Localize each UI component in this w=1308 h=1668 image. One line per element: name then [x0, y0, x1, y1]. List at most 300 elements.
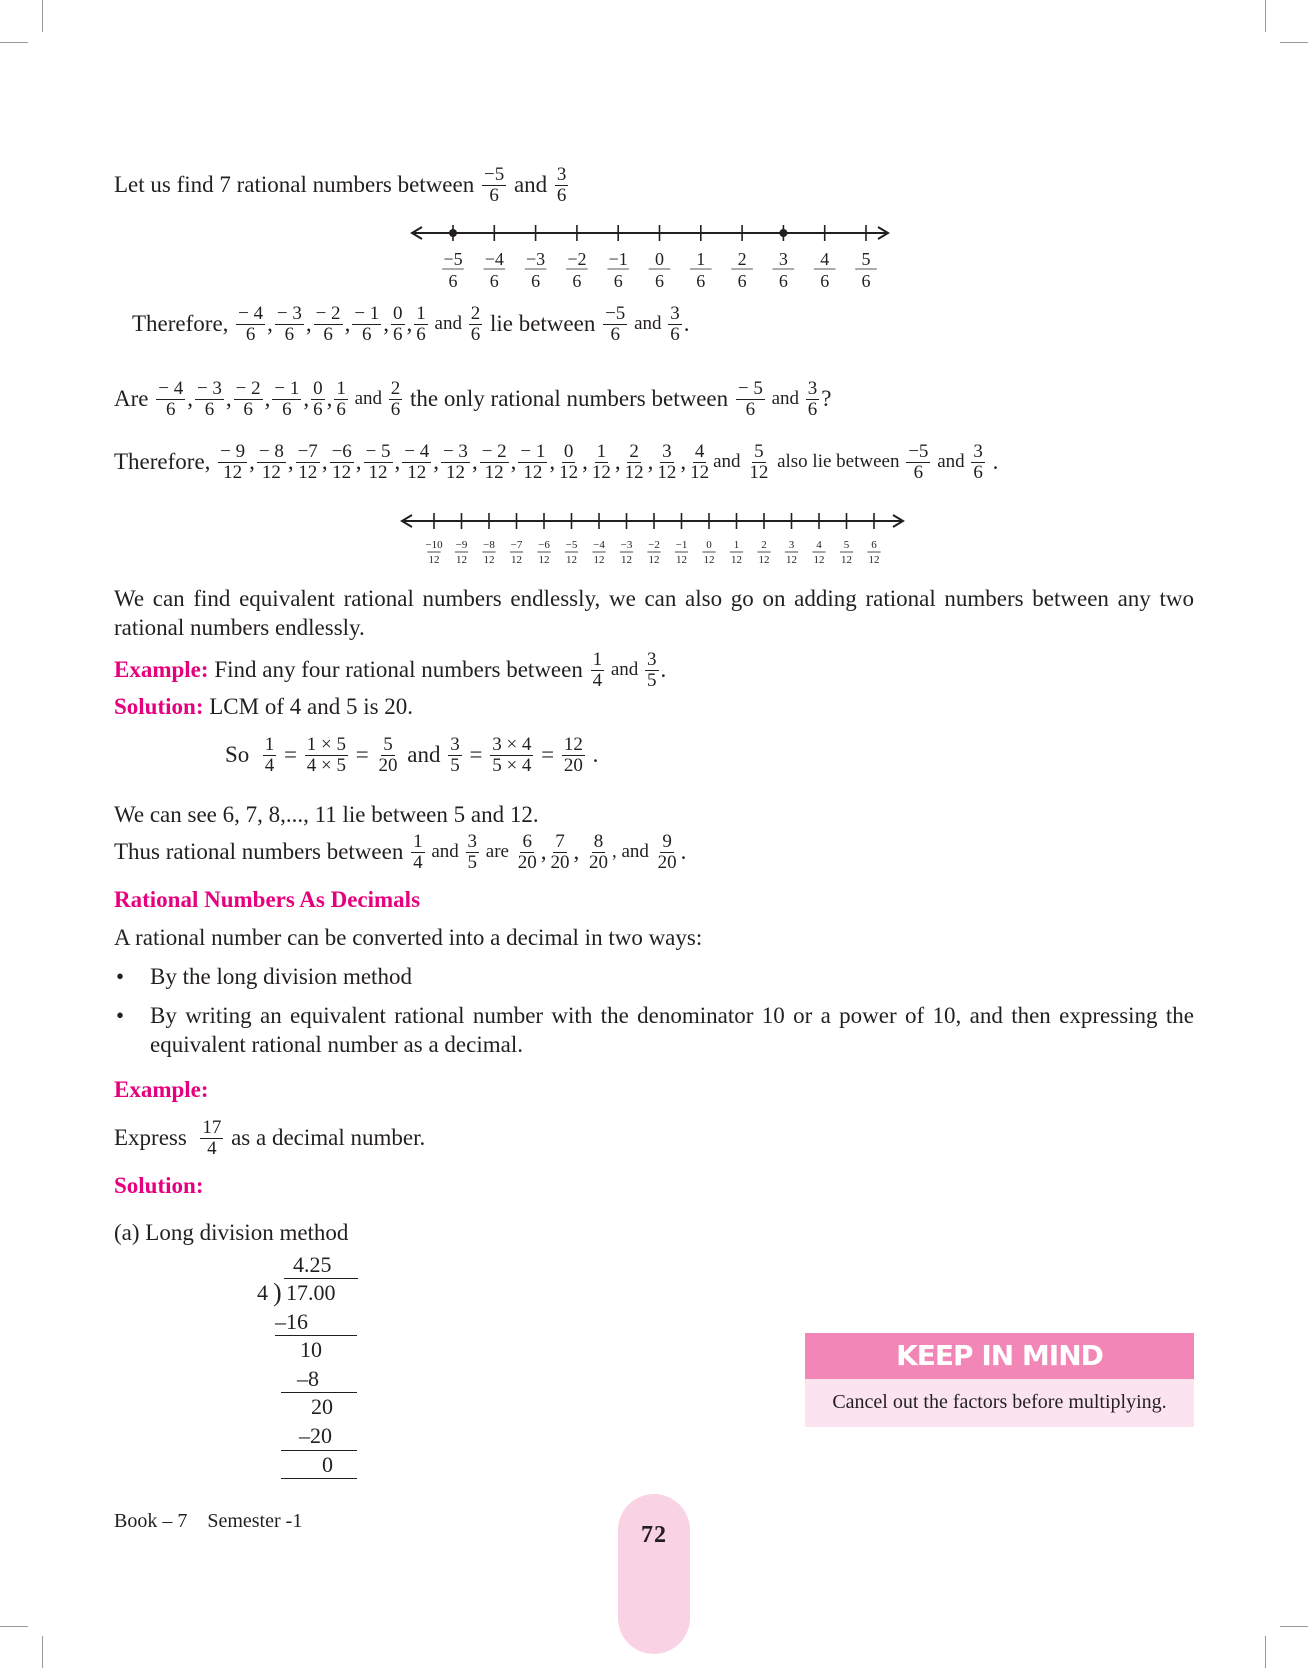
text: Are: [114, 386, 155, 412]
tick-denominator: 12: [786, 554, 797, 566]
numerator: 1: [592, 649, 603, 670]
crop-mark: [0, 1626, 28, 1627]
fraction: [364, 442, 393, 483]
text: Let us find 7 rational numbers between: [114, 172, 480, 198]
numerator: −6: [331, 441, 352, 462]
denominator: 6: [745, 398, 756, 420]
text: and: [932, 451, 970, 473]
denominator: 6: [336, 398, 346, 420]
fraction: [314, 304, 343, 345]
paragraph: We can find equivalent rational numbers endlessly, we can also go on adding rational numbers between any two rational numbers endlessly.: [114, 586, 1194, 640]
tick-numerator: 4: [816, 539, 822, 551]
fraction: [747, 442, 770, 483]
text: ,: [614, 449, 621, 475]
numerator: 3: [647, 649, 657, 670]
numerator: − 9: [220, 441, 246, 462]
denominator: 12: [591, 461, 611, 483]
text: , and: [611, 841, 654, 863]
fraction: [806, 379, 820, 420]
text: .: [586, 742, 599, 768]
fraction: [200, 1118, 223, 1159]
tick-numerator: −4: [593, 539, 605, 551]
section-intro: [114, 925, 702, 951]
label: Rational Numbers As Decimals: [114, 887, 421, 912]
tick-denominator: 12: [538, 554, 550, 566]
fraction: [516, 832, 539, 873]
text: (a) Long division method: [114, 1220, 349, 1245]
number-line-sixths: [410, 220, 900, 290]
denominator: 6: [470, 323, 481, 345]
numerator: 3 × 4: [492, 734, 532, 755]
text: ,: [549, 449, 556, 475]
denominator: 20: [378, 754, 398, 776]
numerator: 1: [416, 303, 426, 324]
tick-denominator: 12: [813, 554, 825, 566]
bullet-item: • By writing an equivalent rational number with the denominator 10 or a power of 10, and then expressing the equivalent rational number as a decimal.: [116, 1003, 1194, 1057]
fraction: [688, 442, 711, 483]
denominator: 6: [313, 398, 323, 420]
numerator: 3: [662, 441, 672, 462]
text: and: [766, 388, 804, 410]
text: and: [606, 659, 644, 681]
fraction: [334, 379, 348, 420]
number-line-twelfths: [400, 508, 910, 568]
tick-denominator: 12: [648, 554, 660, 566]
text: ,: [540, 839, 547, 865]
tick-denominator: 12: [428, 554, 440, 566]
tick-denominator: 12: [758, 554, 770, 566]
solution-1: [114, 694, 413, 720]
text: and: [401, 742, 447, 768]
numerator: 3: [973, 441, 983, 462]
numerator: 3: [556, 164, 567, 185]
marked-point: [779, 229, 787, 237]
denominator: 4: [207, 1137, 217, 1159]
fraction: [587, 832, 610, 873]
text: .: [683, 311, 690, 337]
crop-mark: [1265, 1636, 1266, 1668]
text: and: [629, 313, 667, 335]
denominator: 12: [523, 461, 543, 483]
tick-denominator: 12: [456, 554, 467, 566]
numerator: − 4: [158, 378, 184, 399]
text: ,: [303, 386, 310, 412]
denominator: 6: [913, 461, 924, 483]
fraction: [971, 442, 985, 483]
tick-numerator: −4: [484, 249, 504, 269]
denominator: 12: [484, 461, 504, 483]
keep-in-mind-title: KEEP IN MIND: [805, 1333, 1194, 1379]
tick-numerator: −3: [526, 249, 546, 269]
label: Example:: [114, 657, 209, 683]
fraction: [555, 165, 569, 206]
numerator: − 4: [404, 441, 430, 462]
denominator: 5 × 4: [492, 754, 532, 776]
text: ,: [305, 311, 312, 337]
numerator: 0: [563, 441, 574, 462]
fraction: [557, 442, 580, 483]
fraction: [275, 304, 304, 345]
text: ,: [264, 386, 271, 412]
tick-numerator: −9: [455, 539, 468, 551]
fraction: [414, 304, 428, 345]
denominator: 6: [243, 398, 253, 420]
fraction: [906, 442, 930, 483]
denominator: 6: [973, 461, 983, 483]
numerator: − 3: [276, 303, 302, 324]
numerator: − 8: [258, 441, 284, 462]
denominator: 5: [450, 754, 460, 776]
text: ,: [680, 449, 687, 475]
footer-book-info: [114, 1510, 302, 1533]
marked-point: [449, 229, 457, 237]
denominator: 20: [563, 754, 583, 776]
section-heading: [114, 887, 420, 913]
fraction: [441, 442, 470, 483]
text: ,: [394, 449, 401, 475]
keep-in-mind-box: [805, 1333, 1194, 1427]
fraction: [389, 379, 403, 420]
solution-2: [114, 1173, 203, 1199]
tick-numerator: 1: [733, 539, 740, 551]
fraction: [296, 442, 320, 483]
denominator: 6: [610, 323, 620, 345]
text: as a decimal number.: [225, 1125, 426, 1151]
denominator: 12: [407, 461, 427, 483]
example-1: [114, 650, 666, 691]
numerator: 1: [413, 831, 423, 852]
text: the only rational numbers between: [404, 386, 734, 412]
text: ,: [383, 311, 390, 337]
tick-denominator: 6: [572, 271, 582, 290]
fraction: [482, 165, 506, 206]
fraction: [655, 442, 678, 483]
tick-numerator: 5: [861, 249, 871, 269]
tick-numerator: 6: [871, 539, 877, 551]
tick-denominator: 6: [820, 271, 830, 290]
tick-numerator: −3: [620, 539, 633, 551]
fraction: [411, 832, 425, 873]
denominator: 12: [624, 461, 644, 483]
numerator: 2: [629, 441, 639, 462]
divisor: 4: [257, 1280, 268, 1305]
tick-numerator: −6: [538, 539, 550, 551]
numerator: −5: [605, 303, 626, 324]
numerator: 5: [383, 734, 393, 755]
denominator: 6: [323, 323, 333, 345]
text: ,: [582, 449, 588, 475]
tick-numerator: −2: [648, 539, 660, 551]
numerator: 3: [450, 734, 460, 755]
text: ,: [326, 386, 333, 412]
denominator: 4: [413, 851, 423, 873]
denominator: 12: [690, 461, 710, 483]
fraction: [272, 379, 301, 420]
tick-denominator: 6: [696, 271, 706, 290]
text: ,: [267, 311, 273, 337]
step: –8: [297, 1366, 319, 1391]
text: ,: [433, 449, 439, 475]
tick-denominator: 12: [511, 554, 522, 566]
numerator: 2: [470, 303, 481, 324]
tick-numerator: −5: [565, 539, 578, 551]
text: LCM of 4 and 5 is 20.: [203, 694, 414, 719]
denominator: 12: [559, 461, 579, 483]
fraction: [469, 304, 483, 345]
text: =: [535, 742, 560, 768]
label: Example:: [114, 1077, 209, 1102]
step: 20: [311, 1394, 333, 1419]
tick-denominator: 6: [448, 271, 458, 290]
denominator: 20: [550, 851, 570, 873]
text: We can see 6, 7, 8,..., 11 lie between 5 and 12.: [114, 802, 539, 827]
text: ,: [406, 311, 413, 337]
fraction: [234, 379, 263, 420]
fraction: [236, 304, 265, 345]
denominator: 12: [657, 461, 677, 483]
tick-numerator: −5: [443, 249, 463, 269]
numerator: −7: [297, 441, 318, 462]
text: =: [463, 742, 489, 768]
tick-denominator: 12: [731, 554, 742, 566]
text: So: [225, 742, 261, 768]
tick-denominator: 6: [778, 271, 788, 290]
step: –20: [299, 1423, 332, 1448]
numerator: 3: [670, 303, 680, 324]
numerator: 6: [522, 831, 532, 852]
fraction: [391, 304, 405, 345]
text: .: [680, 839, 687, 865]
text: Therefore,: [114, 449, 217, 475]
text: and: [508, 172, 553, 198]
numerator: 4: [694, 441, 705, 462]
tick-numerator: −2: [567, 249, 587, 269]
text: ,: [187, 386, 193, 412]
tick-numerator: −7: [510, 539, 523, 551]
crop-mark: [0, 42, 28, 43]
text: =: [278, 742, 303, 768]
fraction: [257, 442, 286, 483]
tick-denominator: 12: [676, 554, 687, 566]
fraction: [330, 442, 354, 483]
fraction: [590, 442, 613, 483]
fraction: [195, 379, 224, 420]
fraction: [562, 735, 585, 776]
fraction: [448, 735, 462, 776]
dividend: 17.00: [286, 1280, 336, 1305]
tick-denominator: 12: [841, 554, 852, 566]
page-number: 72: [641, 1522, 667, 1548]
fraction: [656, 832, 679, 873]
denominator: 6: [362, 323, 372, 345]
text: Therefore,: [132, 311, 235, 337]
text: .: [660, 657, 667, 683]
semester-label: Semester -1: [207, 1510, 303, 1532]
denominator: 20: [517, 851, 537, 873]
express-line: [114, 1118, 425, 1159]
fraction: [736, 379, 765, 420]
tick-numerator: 5: [843, 539, 850, 551]
text: and: [429, 313, 467, 335]
fraction: [548, 832, 571, 873]
tick-numerator: 3: [788, 539, 795, 551]
tick-numerator: 2: [737, 249, 747, 269]
text: ,: [355, 449, 362, 475]
text: A rational number can be converted into a decimal in two ways:: [114, 925, 703, 950]
tick-numerator: −1: [675, 539, 688, 551]
observation-line: [114, 802, 539, 828]
denominator: 4: [264, 754, 275, 776]
text: also lie between: [772, 451, 905, 473]
text: and: [426, 841, 464, 863]
text: ,: [225, 386, 232, 412]
numerator: − 1: [274, 378, 300, 399]
tick-denominator: 6: [531, 271, 541, 290]
denominator: 5: [467, 851, 478, 873]
therefore-line-2: [114, 442, 998, 483]
book-label: Book – 7: [114, 1510, 188, 1532]
label: Solution:: [114, 694, 204, 719]
intro-line: [114, 165, 570, 206]
tick-denominator: 12: [483, 554, 495, 566]
text: .: [986, 449, 999, 475]
numerator: 1: [336, 378, 346, 399]
tick-numerator: 0: [655, 249, 664, 269]
fraction: [466, 832, 480, 873]
crop-mark: [1280, 1626, 1308, 1627]
denominator: 4 × 5: [306, 754, 346, 776]
keep-in-mind-text: Cancel out the factors before multiplying.: [832, 1391, 1167, 1413]
fraction: [311, 379, 325, 420]
numerator: − 5: [737, 378, 763, 399]
crop-mark: [42, 0, 43, 32]
numerator: − 5: [365, 441, 391, 462]
fraction: [352, 304, 381, 345]
numerator: 0: [393, 303, 403, 324]
tick-denominator: 6: [737, 271, 747, 290]
numerator: −5: [483, 164, 505, 185]
tick-denominator: 12: [566, 554, 577, 566]
step: –16: [275, 1309, 308, 1334]
denominator: 12: [332, 461, 352, 483]
quotient: 4.25: [293, 1252, 332, 1277]
fraction: [263, 735, 277, 776]
fraction: [305, 735, 348, 776]
fraction: [518, 442, 547, 483]
step: 10: [300, 1337, 322, 1362]
numerator: − 2: [235, 378, 261, 399]
fraction: [591, 650, 605, 691]
numerator: 8: [593, 831, 604, 852]
numerator: 12: [563, 734, 583, 755]
text: are: [481, 841, 514, 863]
text: ,: [249, 449, 255, 475]
part-a-label: [114, 1220, 348, 1246]
denominator: 12: [749, 461, 769, 483]
numerator: 17: [202, 1117, 222, 1138]
text: ,: [471, 449, 478, 475]
text: Find any four rational numbers between: [208, 657, 589, 683]
tick-denominator: 12: [593, 554, 605, 566]
step: 0: [322, 1452, 333, 1477]
crop-mark: [1280, 42, 1308, 43]
conclusion-line: [114, 832, 686, 873]
fraction: [402, 442, 431, 483]
numerator: 1: [596, 441, 607, 462]
tick-numerator: 2: [761, 539, 767, 551]
fraction: [603, 304, 627, 345]
text: ,: [510, 449, 517, 475]
denominator: 6: [556, 184, 567, 206]
denominator: 6: [393, 323, 403, 345]
denominator: 6: [204, 398, 215, 420]
numerator: − 1: [520, 441, 546, 462]
numerator: 1 × 5: [306, 734, 346, 755]
text: ,: [321, 449, 328, 475]
fraction: [218, 442, 247, 483]
numerator: 1: [264, 734, 275, 755]
fraction: [623, 442, 646, 483]
denominator: 12: [261, 461, 281, 483]
fraction: [156, 379, 185, 420]
tick-denominator: 12: [621, 554, 632, 566]
tick-denominator: 6: [489, 271, 499, 290]
fraction: [668, 304, 682, 345]
denominator: 6: [807, 398, 818, 420]
tick-numerator: −8: [483, 539, 495, 551]
tick-numerator: −1: [608, 249, 628, 269]
numerator: 0: [313, 378, 323, 399]
label: Solution:: [114, 1173, 204, 1198]
text: ,: [287, 449, 294, 475]
denominator: 5: [647, 669, 657, 691]
numerator: − 3: [442, 441, 468, 462]
text: ?: [821, 386, 832, 412]
text: =: [350, 742, 375, 768]
text: and: [349, 388, 387, 410]
tick-denominator: 6: [655, 271, 664, 290]
numerator: −5: [908, 441, 929, 462]
numerator: 9: [662, 831, 672, 852]
crop-mark: [1265, 0, 1266, 32]
therefore-line-1: [132, 304, 690, 345]
tick-numerator: 0: [706, 539, 712, 551]
page-number-tab: [618, 1494, 690, 1654]
denominator: 6: [670, 323, 680, 345]
text: Express: [114, 1125, 199, 1151]
denominator: 12: [298, 461, 318, 483]
numerator: − 4: [238, 303, 264, 324]
text: Thus rational numbers between: [114, 839, 410, 865]
text: and: [713, 451, 746, 473]
fraction: [645, 650, 659, 691]
denominator: 12: [223, 461, 243, 483]
fraction: [490, 735, 533, 776]
tick-denominator: 12: [868, 554, 880, 566]
tick-denominator: 6: [613, 271, 623, 290]
example-2: [114, 1077, 209, 1103]
numerator: 7: [555, 831, 565, 852]
denominator: 6: [165, 398, 176, 420]
denominator: 6: [489, 184, 499, 206]
numerator: − 1: [354, 303, 380, 324]
tick-numerator: 3: [778, 249, 788, 269]
denominator: 6: [245, 323, 256, 345]
denominator: 6: [390, 398, 401, 420]
denominator: 6: [282, 398, 292, 420]
text: ,: [344, 311, 351, 337]
text: ,: [647, 449, 654, 475]
